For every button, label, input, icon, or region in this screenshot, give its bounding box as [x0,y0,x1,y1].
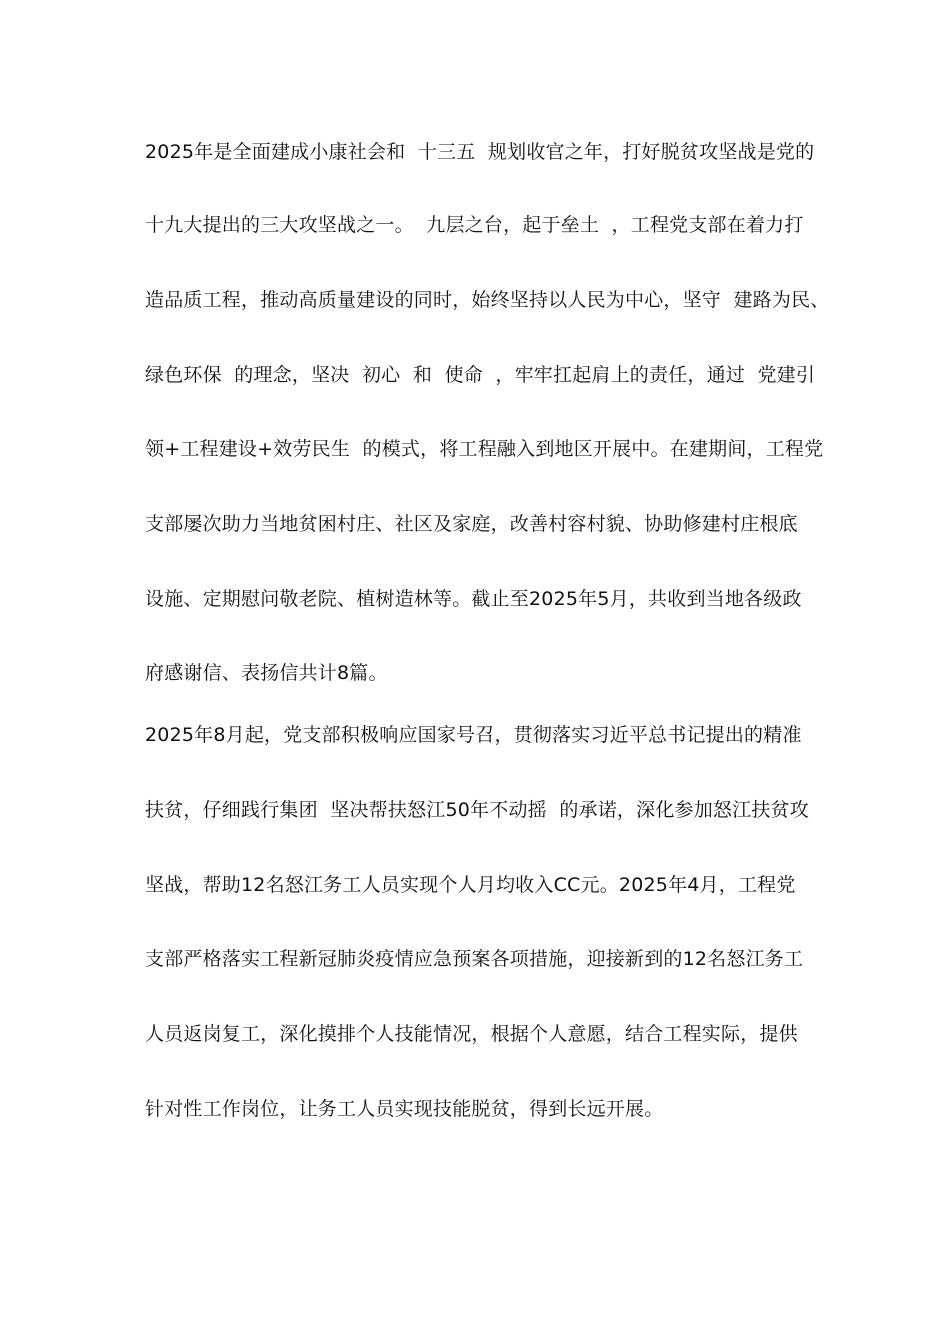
paragraph-line: 支部严格落实工程新冠肺炎疫情应急预案各项措施，迎接新到的12名怒江务工 [145,948,804,970]
paragraph-line: 造品质工程，推动高质量建设的同时，始终坚持以人民为中心，坚守 建路为民、 [145,289,830,311]
paragraph-line: 2025年是全面建成小康社会和 十三五 规划收官之年，打好脱贫攻坚战是党的 [145,141,815,163]
paragraph-line: 针对性工作岗位，让务工人员实现技能脱贫，得到长远开展。 [145,1098,664,1120]
paragraph-line: 支部屡次助力当地贫困村庄、社区及家庭，改善村容村貌、协助修建村庄根底 [145,513,798,535]
paragraph-line: 坚战，帮助12名怒江务工人员实现个人月均收入CC元。2025年4月，工程党 [145,874,796,896]
paragraph-line: 领+工程建设+效劳民生 的模式，将工程融入到地区开展中。在建期间，工程党 [145,438,824,460]
paragraph-line: 府感谢信、表扬信共计8篇。 [145,662,388,684]
paragraph-line: 人员返岗复工，深化摸排个人技能情况，根据个人意愿，结合工程实际，提供 [145,1023,798,1045]
paragraph-line: 2025年8月起，党支部积极响应国家号召，贯彻落实习近平总书记提出的精准 [145,724,802,746]
paragraph-line: 十九大提出的三大攻坚战之一。 九层之台，起于垒土 ，工程党支部在着力打 [145,214,804,236]
paragraph-line: 扶贫，仔细践行集团 坚决帮扶怒江50年不动摇 的承诺，深化参加怒江扶贫攻 [145,799,809,821]
paragraph-line: 绿色环保 的理念，坚决 初心 和 使命 ，牢牢扛起肩上的责任，通过 党建引 [145,364,816,386]
paragraph-line: 设施、定期慰问敬老院、植树造林等。截止至2025年5月，共收到当地各级政 [145,588,802,610]
